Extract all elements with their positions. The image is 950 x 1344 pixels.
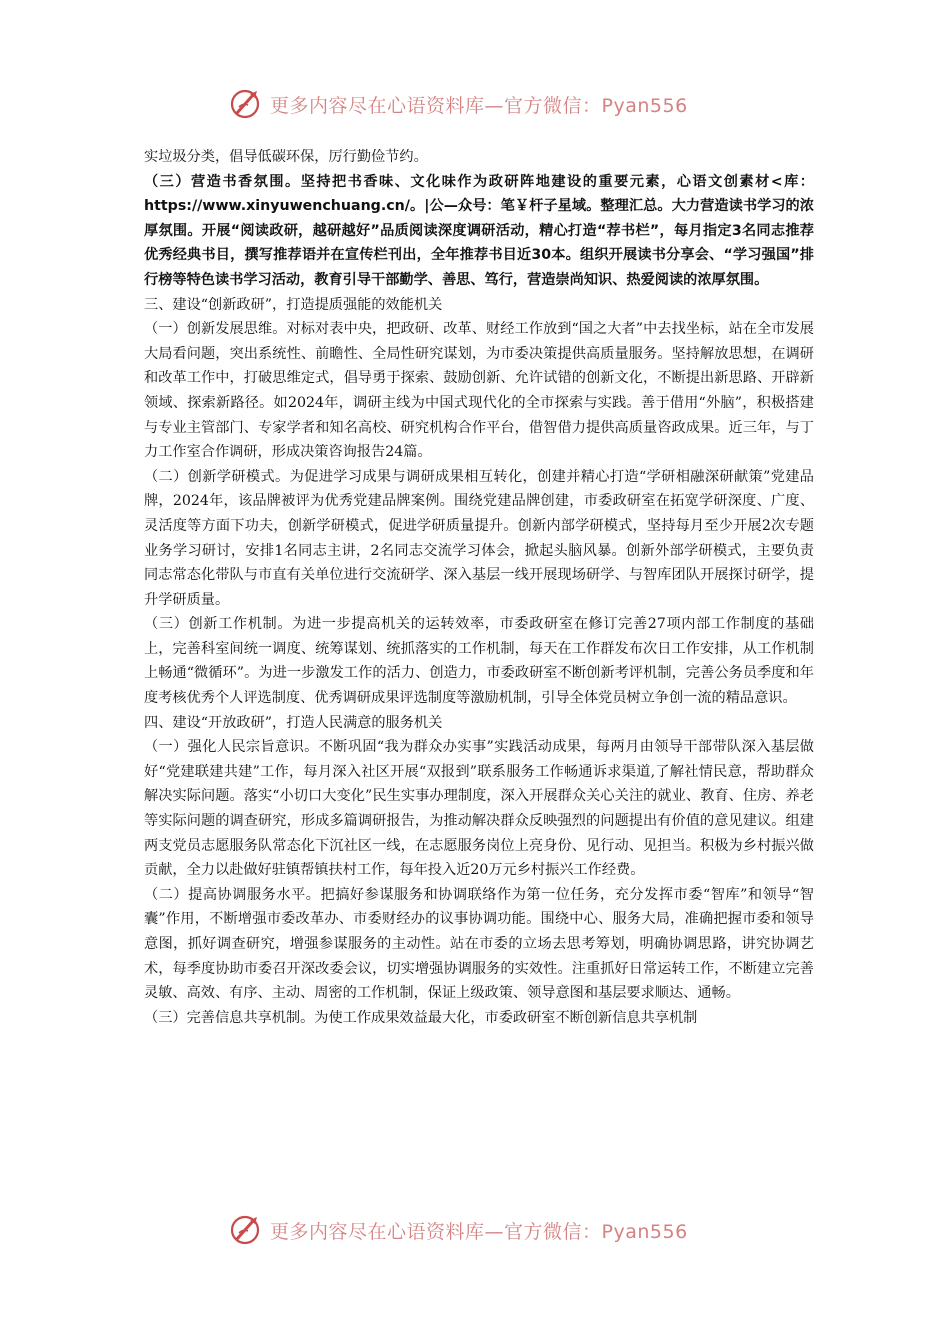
paragraph: （三）创新工作机制。为进一步提高机关的运转效率，市委政研室在修订完善27项内部工作制度的基础上，完善科室间统一调度、统筹谋划、统抓落实的工作机制，每天在工作群发布次日工作安排，从工作机制上畅通“微循环”。为进一步激发工作的活力、创造力，市委政研室不断创新考评机制，完善公务员季度和年度考核优秀个人评选制度、优秀调研成果评选制度等激励机制，引导全体党员树立争创一流的精品意识。 (144, 616, 814, 707)
section-heading: 三、建设“创新政研”，打造提质强能的效能机关 (144, 296, 443, 313)
paragraph: （三）完善信息共享机制。为使工作成果效益最大化，市委政研室不断创新信息共享机制 (144, 1009, 698, 1026)
header-banner (228, 84, 688, 124)
paragraph: （二）创新学研模式。为促进学习成果与调研成果相互转化，创建并精心打造“学研相融深研献策”党建品牌，2024年，该品牌被评为优秀党建品牌案例。围绕党建品牌创建，市委政研室在拓宽学研深度、广度、灵活度等方面下功夫，创新学研模式，促进学研质量提升。创新内部学研模式，坚持每月至少开展2次专题业务学习研讨，安排1名同志主讲，2名同志交流学习体会，掀起头脑风暴。创新外部学研模式，主要负责同志常态化带队与市直有关单位进行交流研学、深入基层一线开展现场研学、与智库团队开展探讨研学，提升学研质量。 (144, 468, 815, 608)
pen-logo-icon (228, 86, 264, 122)
paragraph-highlight: （三）营造书香氛围。坚持把书香味、文化味作为政研阵地建设的重要元素，心语文创素材<库：https://www.xinyuwenchuang.cn/。|公—众号：笔￥杆子星域。整理汇总。大力营造读书学习的浓厚氛围。开展“阅读政研，越研越好”品质阅读深度调研活动，精心打造“荐书栏”，每月指定3名同志推荐优秀经典书目，撰写推荐语并在宣传栏刊出，全年推荐书目近30本。组织开展读书分享会、“学习强国”排行榜等特色读书学习活动，教育引导干部勤学、善思、笃行，营造崇尚知识、热爱阅读的浓厚氛围。 (144, 173, 814, 288)
footer-banner (228, 1210, 688, 1250)
paragraph: （二）提高协调服务水平。把搞好参谋服务和协调联络作为第一位任务，充分发挥市委“智库”和领导“智囊”作用，不断增强市委改革办、市委财经办的议事协调功能。围绕中心、服务大局，准确把握市委和领导意图，抓好调查研究，增强参谋服务的主动性。站在市委的立场去思考筹划，明确协调思路，讲究协调艺术，每季度协助市委召开深改委会议，切实增强协调服务的实效性。注重抓好日常运转工作，不断建立完善灵敏、高效、有序、主动、周密的工作机制，保证上级政策、领导意图和基层要求顺达、通畅。 (144, 886, 814, 1002)
document-body (144, 145, 814, 1030)
section-heading: 四、建设“开放政研”，打造人民满意的服务机关 (144, 714, 443, 731)
pen-logo-icon (228, 1212, 264, 1248)
paragraph: （一）强化人民宗旨意识。不断巩固“我为群众办实事”实践活动成果，每两月由领导干部带队深入基层做好“党建联建共建”工作，每月深入社区开展“双报到”联系服务工作畅通诉求渠道,了解社情民意，帮助群众解决实际问题。落实“小切口大变化”民生实事办理制度，深入开展群众关心关注的就业、教育、住房、养老等实际问题的调查研究，形成多篇调研报告，为推动解决群众反映强烈的问题提出有价值的意见建议。组建两支党员志愿服务队常态化下沉社区一线，在志愿服务岗位上亮身份、见行动、见担当。积极为乡村振兴做贡献，全力以赴做好驻镇帮镇扶村工作，每年投入近20万元乡村振兴工作经费。 (144, 739, 814, 879)
banner-text: 更多内容尽在心语资料库—官方微信：Pyan556 (270, 94, 688, 117)
paragraph: 实垃圾分类，倡导低碳环保，厉行勤俭节约。 (144, 149, 428, 165)
banner-text: 更多内容尽在心语资料库—官方微信：Pyan556 (270, 1220, 688, 1243)
paragraph: （一）创新发展思维。对标对表中央，把政研、改革、财经工作放到“国之大者”中去找坐标，站在全市发展大局看问题，突出系统性、前瞻性、全局性研究谋划，为市委决策提供高质量服务。坚持解放思想，在调研和改革工作中，打破思维定式，倡导勇于探索、鼓励创新、允许试错的创新文化，不断提出新思路、开辟新领域、探索新路径。如2024年，调研主线为中国式现代化的全市探索与实践。善于借用“外脑”，积极搭建与专业主管部门、专家学者和知名高校、研究机构合作平台，借智借力提供高质量咨政成果。近三年，与丁力工作室合作调研，形成决策咨询报告24篇。 (144, 321, 814, 461)
